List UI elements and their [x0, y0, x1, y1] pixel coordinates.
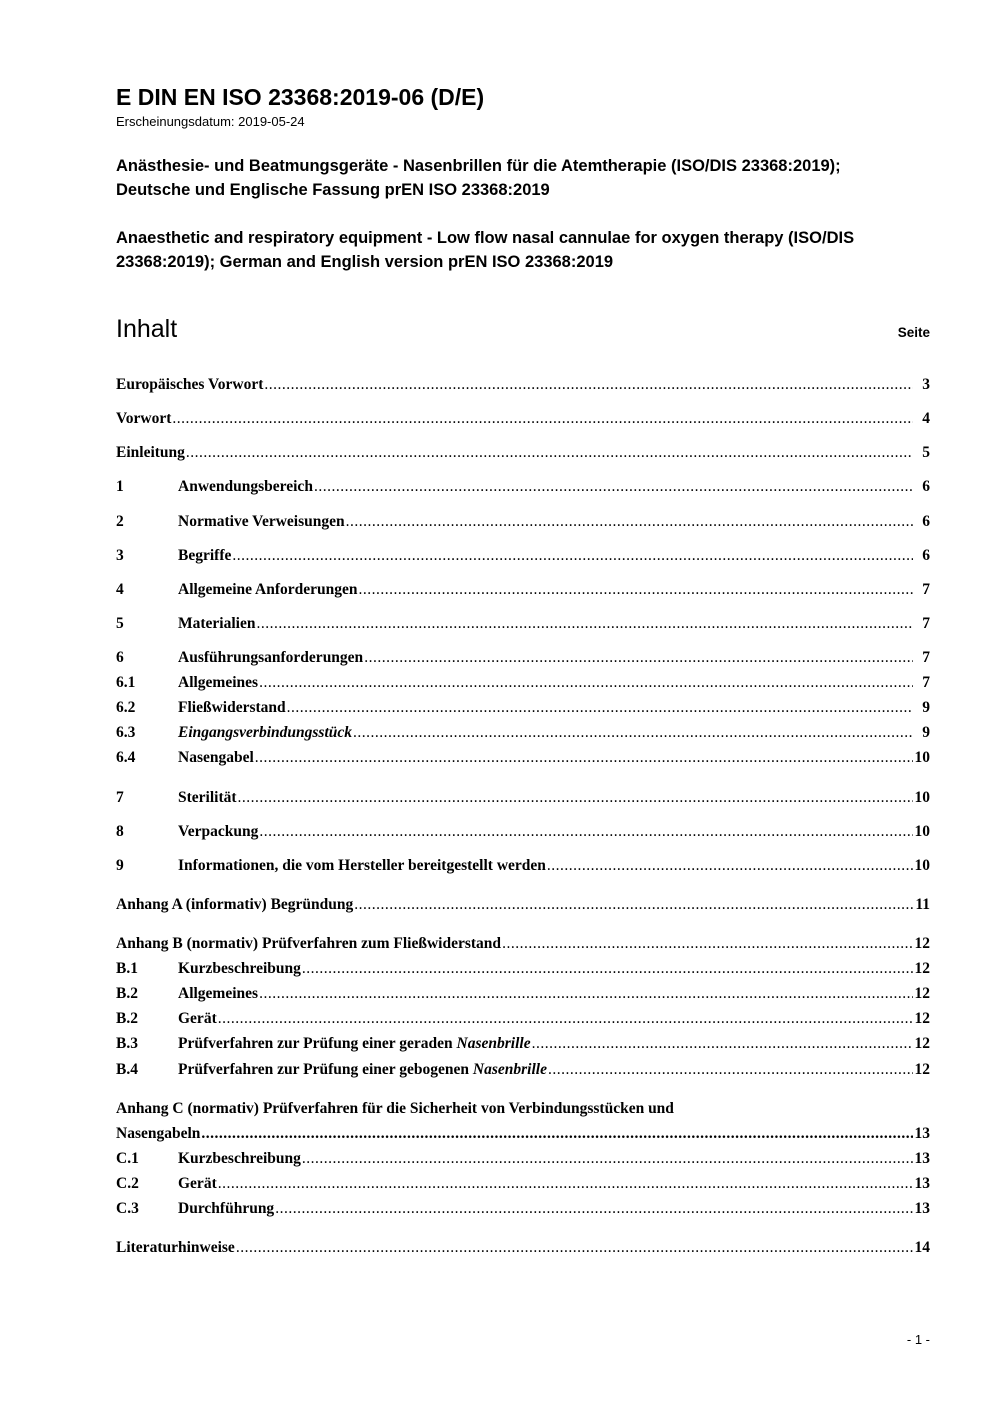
toc-entry-label: Normative Verweisungen: [178, 512, 345, 530]
toc-entry[interactable]: [116, 509, 930, 534]
toc-entry[interactable]: [116, 695, 930, 720]
toc-entry-bibliography[interactable]: [116, 1235, 930, 1260]
toc-leader-dots: [364, 645, 913, 670]
toc-entry[interactable]: [116, 1171, 930, 1196]
toc-entry-page: 14: [914, 1239, 930, 1257]
toc-entry-number: 7: [116, 788, 124, 806]
toc-entry[interactable]: [116, 785, 930, 810]
toc-entry[interactable]: [116, 720, 930, 745]
toc-entry[interactable]: [116, 1006, 930, 1031]
toc-entry[interactable]: [116, 611, 930, 636]
toc-entry-label: Sterilität: [178, 788, 237, 806]
toc-entry-number: C.2: [116, 1174, 139, 1192]
page-number: - 1 -: [906, 1332, 930, 1347]
toc-entry[interactable]: [116, 956, 930, 981]
title-english: Anaesthetic and respiratory equipment - Low flow nasal cannulae for oxygen therapy (ISO/DIS 23368:2019); German and English version prEN ISO 23368:2019: [116, 229, 855, 272]
toc-leader-dots: [218, 1171, 913, 1196]
toc-entry[interactable]: [116, 406, 930, 431]
toc-entry[interactable]: [116, 543, 930, 568]
toc-entry-number: 2: [116, 512, 124, 530]
toc-entry-page: 4: [922, 410, 930, 428]
toc-leader-dots: [548, 1057, 913, 1082]
toc-entry[interactable]: [116, 853, 930, 878]
toc-entry-label-line2: Nasengabeln: [116, 1124, 201, 1142]
toc-entry-label: Gerät: [178, 1010, 217, 1028]
toc-entry-page: 13: [914, 1149, 930, 1167]
toc-entry-label: Prüfverfahren zur Prüfung einer geraden Nasenbrille: [178, 1035, 531, 1053]
toc-leader-dots: [302, 1146, 913, 1171]
toc-entry-label: Materialien: [178, 614, 256, 632]
toc-entry-number: B.1: [116, 960, 138, 978]
toc-leader-dots: [256, 611, 913, 636]
toc-entry-page: 13: [914, 1174, 930, 1192]
toc-entry-label: Fließwiderstand: [178, 699, 286, 717]
toc-leader-dots: [354, 892, 913, 917]
toc-entry-label-line1: Anhang C (normativ) Prüfverfahren für die Sicherheit von Verbindungsstücken und: [116, 1099, 674, 1117]
toc-entry-annex-c[interactable]: [116, 1096, 930, 1146]
toc-entry-label: Ausführungsanforderungen: [178, 649, 364, 666]
toc-leader-dots: [359, 577, 913, 602]
toc-entry-label: Anhang B (normativ) Prüfverfahren zum Fließwiderstand: [116, 934, 502, 952]
toc-entry-page: 12: [914, 1060, 930, 1078]
toc-entry-page: 10: [914, 749, 930, 767]
toc-entry-page: 12: [914, 934, 930, 952]
toc-leader-dots: [264, 372, 913, 397]
toc-entry-page: 5: [922, 444, 930, 462]
table-of-contents: [116, 372, 930, 1260]
toc-leader-dots: [201, 1121, 913, 1146]
toc-entry-label: Durchführung: [178, 1200, 275, 1218]
toc-entry-label: Gerät: [178, 1174, 217, 1192]
toc-entry[interactable]: [116, 372, 930, 397]
toc-entry-number: 6.1: [116, 674, 136, 692]
toc-entry-page: 3: [922, 376, 930, 394]
toc-entry[interactable]: [116, 474, 930, 499]
toc-entry-page: 7: [922, 674, 930, 692]
toc-leader-dots: [259, 819, 913, 844]
toc-entry[interactable]: [116, 670, 930, 695]
toc-leader-dots: [547, 853, 913, 878]
toc-entry-page: 12: [914, 1010, 930, 1028]
title-german: Anästhesie- und Beatmungsgeräte - Nasenbrillen für die Atemtherapie (ISO/DIS 23368:2019); Deutsche und Englische Fassung prEN ISO 23368:2019: [116, 157, 841, 200]
toc-entry-label: Allgemeines: [178, 674, 259, 692]
toc-entry-label: Anwendungsbereich: [178, 478, 313, 496]
toc-entry-page: 10: [914, 788, 930, 806]
toc-leader-dots: [532, 1031, 913, 1056]
toc-entry-label: Literaturhinweise: [116, 1239, 235, 1257]
toc-entry-page: 7: [922, 614, 930, 632]
toc-entry-number: 9: [116, 856, 124, 874]
toc-entry-label: Begriffe: [178, 546, 232, 564]
toc-entry-label: Informationen, die vom Hersteller bereitgestellt werden: [178, 856, 546, 874]
toc-entry[interactable]: [116, 981, 930, 1006]
toc-entry-number: 6: [116, 649, 124, 666]
toc-entry-number: 4: [116, 580, 124, 598]
toc-entry-label: Allgemeine Anforderungen: [178, 580, 358, 598]
toc-entry-number: C.1: [116, 1149, 139, 1167]
toc-entry-number: 6.4: [116, 749, 136, 767]
toc-entry[interactable]: [116, 440, 930, 465]
toc-entry-label: Anhang A (informativ) Begründung: [116, 895, 354, 913]
toc-entry-page: 9: [922, 724, 930, 742]
toc-entry-page: 10: [914, 856, 930, 874]
toc-leader-dots: [275, 1196, 913, 1221]
toc-leader-dots: [259, 670, 913, 695]
toc-entry[interactable]: [116, 645, 930, 670]
toc-leader-dots: [259, 981, 913, 1006]
toc-entry-label: Kurzbeschreibung: [178, 960, 301, 978]
toc-entry-number: 5: [116, 614, 124, 632]
toc-entry-number: B.2: [116, 985, 138, 1003]
toc-leader-dots: [302, 956, 913, 981]
toc-entry-number: C.3: [116, 1200, 139, 1218]
toc-entry-number: 8: [116, 822, 124, 840]
toc-entry[interactable]: [116, 819, 930, 844]
toc-entry-annex-b[interactable]: [116, 931, 930, 956]
toc-entry-label: Eingangsverbindungsstück: [178, 724, 352, 742]
toc-leader-dots: [255, 745, 913, 770]
toc-header-row: [116, 315, 930, 344]
toc-entry-label: Kurzbeschreibung: [178, 1149, 301, 1167]
toc-entry[interactable]: [116, 745, 930, 770]
toc-entry-annex-a[interactable]: [116, 892, 930, 917]
toc-leader-dots: [186, 440, 913, 465]
document-title: E DIN EN ISO 23368:2019-06 (D/E): [116, 84, 485, 110]
toc-entry-label: Europäisches Vorwort: [116, 376, 264, 394]
toc-entry[interactable]: [116, 1031, 930, 1056]
toc-entry-page: 9: [922, 699, 930, 717]
toc-entry-page: 13: [914, 1200, 930, 1218]
toc-heading: Inhalt: [116, 315, 178, 344]
toc-entry-number: B.2: [116, 1010, 138, 1028]
toc-entry-page: 10: [914, 822, 930, 840]
toc-entry-page: 7: [922, 580, 930, 598]
toc-entry[interactable]: [116, 1196, 930, 1221]
toc-entry-number: 3: [116, 546, 124, 564]
toc-entry-page: 6: [922, 546, 930, 564]
toc-entry-page: 11: [915, 895, 930, 913]
toc-entry-label: Prüfverfahren zur Prüfung einer gebogenen Nasenbrille: [178, 1060, 547, 1078]
toc-leader-dots: [287, 695, 913, 720]
toc-entry-label: Allgemeines: [178, 985, 259, 1003]
toc-entry-label: Verpackung: [178, 822, 259, 840]
toc-entry[interactable]: [116, 577, 930, 602]
page-content: [116, 84, 930, 1260]
toc-entry-number: B.4: [116, 1060, 138, 1078]
toc-entry-label: Nasengabel: [178, 749, 254, 767]
toc-entry-number: 6.2: [116, 699, 136, 717]
toc-entry[interactable]: [116, 1146, 930, 1171]
toc-entry-label: Einleitung: [116, 444, 185, 462]
toc-leader-dots: [236, 1235, 913, 1260]
toc-leader-dots: [218, 1006, 913, 1031]
toc-entry-page: 6: [922, 478, 930, 496]
toc-leader-dots: [346, 509, 913, 534]
toc-entry-number: 1: [116, 478, 124, 496]
toc-entry-page: 12: [914, 1035, 930, 1053]
publication-date: Erscheinungsdatum: 2019-05-24: [116, 114, 305, 130]
toc-leader-dots: [353, 720, 913, 745]
toc-entry-number: 6.3: [116, 724, 136, 742]
toc-entry-page: 7: [922, 649, 930, 666]
toc-leader-dots: [238, 785, 913, 810]
toc-page-column-header: Seite: [897, 325, 930, 341]
toc-leader-dots: [502, 931, 913, 956]
toc-leader-dots: [314, 474, 913, 499]
toc-entry-label: Vorwort: [116, 410, 172, 428]
toc-entry-page: 6: [922, 512, 930, 530]
toc-entry-page: 13: [914, 1124, 930, 1142]
toc-entry-page: 12: [914, 960, 930, 978]
toc-leader-dots: [172, 406, 913, 431]
toc-leader-dots: [232, 543, 913, 568]
toc-entry-page: 12: [914, 985, 930, 1003]
toc-entry-number: B.3: [116, 1035, 138, 1053]
toc-entry[interactable]: [116, 1057, 930, 1082]
